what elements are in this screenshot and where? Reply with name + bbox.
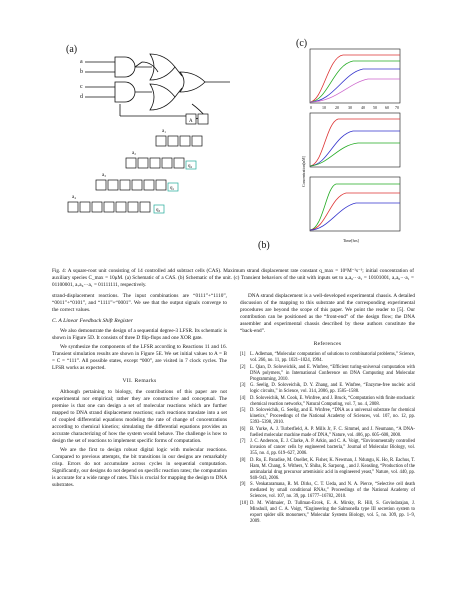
reference-item (240, 383, 415, 395)
tick-30: 30 (348, 105, 352, 110)
transient-plots (298, 47, 408, 247)
reference-text: B. Yurke, A. J. Turberfield, A. P. Mills Jr, F. C. Simmel, and J. Neumann, “A DNA-fuelled molecular machine made of DNA,” Nature, vol. 406, pp. 605–608, 2000. (250, 426, 415, 438)
tick-0: 0 (310, 105, 312, 110)
reference-item (240, 458, 415, 482)
section-heading: VII. Remarks (122, 377, 157, 384)
reference-number: [1] (240, 352, 246, 358)
reference-number: [8] (240, 457, 246, 463)
reference-item (240, 352, 415, 364)
reference-item (240, 427, 415, 439)
tick-20: 20 (335, 105, 339, 110)
node-label-a2: a₂ (132, 151, 136, 156)
paragraph: We are the first to design robust digital logic with molecular reactions. Compared to previous attempts, the bit transitions in our designs are remarkably crisp. Errors do not accumulate across cycles in sequential computation. Significantly, our designs do not depend on specific reaction rates; the computation is accurate for a wide range of rates. This is crucial for mapping the design to DNA substrates. (52, 446, 227, 489)
reference-number: [6] (240, 426, 246, 432)
panel-label-a: (a) (66, 44, 78, 55)
reference-item (240, 396, 415, 408)
reference-text: L. Adleman, “Molecular computation of solutions to combinatorial problems,” Science, vol. 266, no. 11, pp. 1021–1024, 1994. (250, 352, 415, 364)
paragraph: strand-displacement reactions. The input combinations are “0111”+“1110”, “0011”+“0101”, and “1111”+“0001”. We see that the output signals converge to the correct values. (52, 293, 227, 314)
reference-item (240, 501, 415, 525)
reference-item (240, 408, 415, 426)
reference-text: D. Soloveichik, G. Seelig, and E. Winfree, “DNA as a universal substrate for chemical kinetics,” Proceedings of the National Academy of Sciences, vol. 107, no. 12, pp. 5393–5398, 2010. (250, 408, 415, 426)
node-label-a1: a₁ (162, 129, 166, 134)
figure-4 (58, 32, 408, 282)
reference-number: [9] (240, 482, 246, 488)
paragraph: Although pertaining to biology, the contributions of this paper are not experimental nor empirical; rather they are constructive and conceptual. The premise is that one can design a set of molecular reactions which are further mapped to DNA strand displacement reactions; such reactions translate into a set of coupled differential equations modeling the rate of change of concentrations according to chemical kinetics; simulating the differential equations provides an accurate characterizing of how the system would behave. The challenge is how to design the set of reactions to implement specific forms of computation. (52, 389, 227, 445)
reference-text: D. M. Widmaier, D. Tullman-Ercek, E. A. Mirsky, R. Hill, S. Govindarajan, J. Minshull, and C. A. Voigt, “Engineering the Salmonella type III secretion system to export spider silk monomers,” Molecular Systems Biology, vol. 5, no. 309, pp. 1–9, 2009. (250, 500, 415, 524)
gate-input-b: b (80, 69, 83, 75)
gate-input-d: d (80, 94, 83, 100)
tick-60: 60 (385, 105, 389, 110)
node-label-q2: q₂ (188, 164, 193, 169)
figure-caption: Fig. 4: A square-root unit consisting of 14 controlled add subtract cells (CAS). Maximum strand displacement rate constant q_max = 10⁶M⁻¹s⁻¹; initial concentration of auxiliary species C_max = 10μM. (a) Schematic of a CAS. (b) Schematic of the unit. (c) Transient behaviors of the unit with inputs set to a₇a₆···a₁ = 10101001, a₇a₆···a₁ = 01100001, a₇a₆···a₁ = 01111111, respectively. (52, 268, 414, 289)
reference-number: [5] (240, 408, 246, 414)
node-label: A (189, 119, 193, 124)
reference-text: G. Seelig, D. Soloveichik, D. Y. Zhang, and E. Winfree, “Enzyme-free nucleic acid logic circuits,” in Science, vol. 314, 2006, pp. 1585–1588. (250, 383, 415, 395)
paragraph: We synthesize the components of the LFSR according to Reactions 11 and 16. Transient simulation results are shown in Figure 5E. We set initial values to A = B = C = “111”. All possible states, except “000”, are visited in 7 clock cycles. The LFSR works as expected. (52, 343, 227, 371)
reference-number: [10] (240, 500, 248, 506)
reference-number: [3] (240, 383, 246, 389)
right-column (240, 293, 415, 525)
plot-ylabel: Concentration[nM] (301, 156, 306, 187)
reference-item (240, 365, 415, 383)
plot-xlabel: Time[hrs] (343, 238, 359, 243)
reference-number: [2] (240, 364, 246, 370)
reference-number: [7] (240, 439, 246, 445)
reference-text: S. Venkataramana, R. M. Dirks, C. T. Ueda, and N. A. Pierce, “Selective cell death mediated by small conditional RNAs,” Proceedings of the National Academy of Sciences, vol. 107, no. 39, pp. 16777–16782, 2010. (250, 482, 415, 500)
tick-70: 70 (395, 105, 399, 110)
gate-input-c: c (80, 84, 83, 90)
reference-text: D. Ro, E. Paradise, M. Ouellet, K. Fisher, K. Newman, J. Ndungu, K. Ho, R. Eachus, T. Ham, M. Chang, S. Withers, Y. Shiba, R. Sarpong, , and J. Keasling, “Production of the antimalarial drug precursor artemisinic acid in engineered yeast,” Nature, vol. 440, pp. 940–943, 2006. (250, 457, 415, 481)
references-heading: References (313, 341, 342, 348)
panel-label-c: (c) (296, 38, 308, 49)
reference-text: D. Soloveichik, M. Cook, E. Winfree, and J. Bruck, “Computation with finite stochastic chemical reaction networks,” Natural Computing, vol. 7, no. 4, 2008. (250, 395, 415, 407)
reference-text: L. Qian, D. Soloveichik, and E. Winfree, “Efficient turing-universal computation with DNA polymers,” in International Conference on DNA Computing and Molecular Programming, 2010. (250, 364, 415, 382)
section-heading: C. A Linear Feedback Shift Register (52, 318, 133, 325)
reference-item (240, 439, 415, 457)
node-label-a4: a₄ (72, 195, 76, 200)
left-column (52, 293, 227, 491)
gate-input-a: a (80, 59, 83, 65)
node-label-q1: q₁ (170, 186, 175, 191)
reference-list (240, 352, 415, 525)
tick-40: 40 (361, 105, 365, 110)
reference-number: [4] (240, 395, 246, 401)
cas-array-schematic (58, 92, 233, 242)
reference-item (240, 482, 415, 500)
tick-50: 50 (373, 105, 377, 110)
paragraph: We also demonstrate the design of a sequential degree-3 LFSR. Its schematic is shown in Figure 5D. It consists of three D flip-flops and one XOR gate. (52, 328, 227, 342)
tick-10: 10 (322, 105, 326, 110)
node-label-a3: a₃ (102, 173, 106, 178)
paragraph: DNA strand displacement is a well-developed experimental chassis. A detailed discussion of the mapping to this substrate and the corresponding experimental procedures are beyond the scope of this paper. We point the reader to [5]. Our contribution can be positioned as the “front-end” of the design flow; the DNA assembler and experimental chassis described by these authors constitute the “back-end”. (240, 293, 415, 335)
node-label-q3: q₃ (156, 208, 161, 213)
panel-label-b: (b) (258, 240, 270, 251)
reference-text: J. C. Anderson, E. J. Clarke, A. P. Arkin, and C. A. Voigt, “Environmentally controlled invasion of cancer cells by engineered bacteria,” Journal of Molecular Biology, vol. 355, no. 4, pp. 619–627, 2006. (250, 439, 415, 457)
